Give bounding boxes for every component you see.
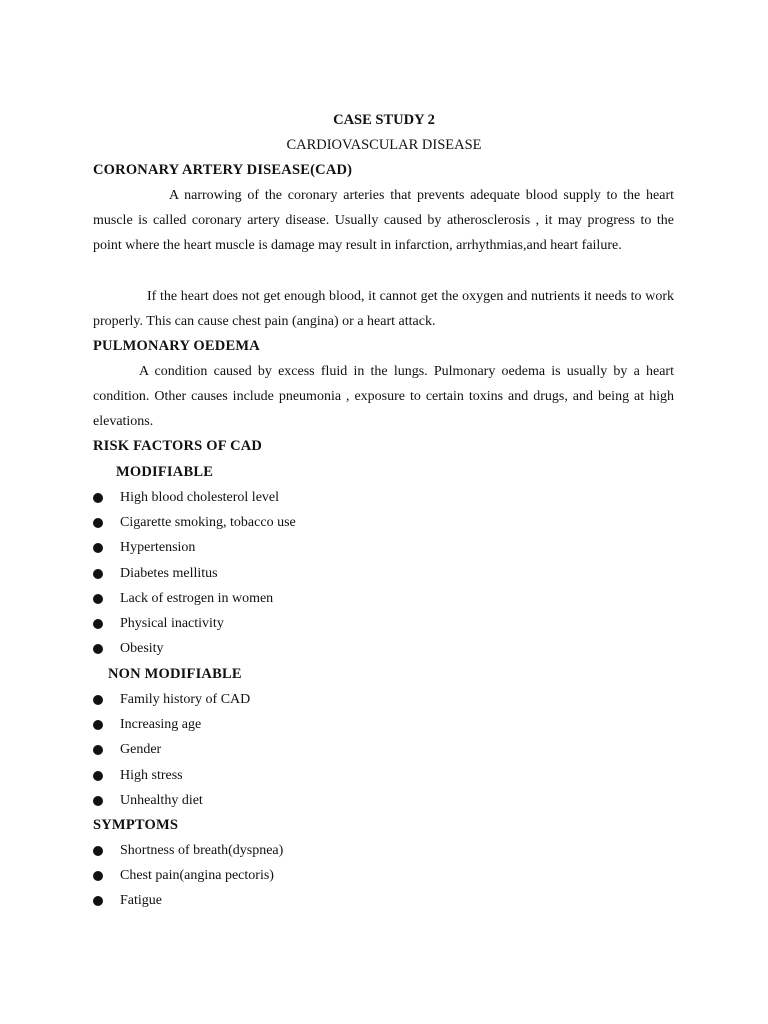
bullet-icon [93, 871, 103, 881]
bullet-icon [93, 771, 103, 781]
list-item-text: Cigarette smoking, tobacco use [120, 515, 296, 531]
document-subtitle: CARDIOVASCULAR DISEASE [286, 137, 482, 153]
list-item-text: Family history of CAD [120, 692, 251, 707]
list-item [93, 510, 296, 535]
list-item [93, 712, 250, 737]
list-item-text: Fatigue [120, 893, 162, 909]
bullet-icon [93, 796, 103, 806]
cad-paragraph-1: A narrowing of the coronary arteries that prevents adequate blood supply to the heart muscle is called coronary artery disease. Usually caused by atherosclerosis , it may progress to the point where the heart muscle is damage may result in infarction, arrhythmias,and heart failure. [93, 188, 674, 253]
list-item [93, 737, 250, 762]
list-item-text: Shortness of breath(dyspnea) [120, 843, 284, 858]
list-item [93, 535, 296, 560]
symptoms-list [93, 838, 283, 914]
bullet-icon [93, 896, 103, 906]
list-item [93, 863, 283, 888]
document-title: CASE STUDY 2 [333, 112, 435, 128]
list-item-text: Increasing age [120, 717, 202, 733]
symptoms-heading: SYMPTOMS [93, 817, 179, 833]
bullet-icon [93, 720, 103, 730]
risk-factors-heading: RISK FACTORS OF CAD [93, 438, 263, 454]
list-item [93, 838, 283, 863]
list-item-text: Physical inactivity [120, 615, 224, 631]
oedema-heading: PULMONARY OEDEMA [93, 338, 260, 354]
bullet-icon [93, 745, 103, 755]
bullet-icon [93, 518, 103, 528]
list-item-text: Obesity [120, 641, 164, 657]
modifiable-list [93, 485, 296, 661]
modifiable-heading: MODIFIABLE [116, 464, 214, 480]
list-item-text: Hypertension [120, 540, 196, 556]
list-item [93, 763, 250, 788]
non-modifiable-list [93, 687, 250, 813]
bullet-icon [93, 644, 103, 654]
non-modifiable-heading: NON MODIFIABLE [108, 666, 242, 682]
bullet-icon [93, 695, 103, 705]
list-item [93, 687, 250, 712]
cad-paragraph-2: If the heart does not get enough blood, it cannot get the oxygen and nutrients it needs to work properly. This can cause chest pain (angina) or a heart attack. [93, 289, 674, 329]
bullet-icon [93, 619, 103, 629]
list-item-text: High blood cholesterol level [120, 490, 280, 505]
list-item-text: Unhealthy diet [120, 792, 203, 808]
list-item-text: Diabetes mellitus [120, 565, 218, 581]
bullet-icon [93, 493, 103, 503]
list-item [93, 561, 296, 586]
list-item-text: High stress [120, 767, 183, 783]
list-item-text: Lack of estrogen in women [120, 590, 274, 606]
bullet-icon [93, 543, 103, 553]
bullet-icon [93, 846, 103, 856]
cad-heading: CORONARY ARTERY DISEASE(CAD) [93, 162, 353, 178]
list-item [93, 586, 296, 611]
bullet-icon [93, 594, 103, 604]
list-item [93, 636, 296, 661]
list-item-text: Gender [120, 742, 162, 758]
oedema-paragraph: A condition caused by excess fluid in the lungs. Pulmonary oedema is usually by a heart condition. Other causes include pneumonia , exposure to certain toxins and drugs, and being at high elevations. [93, 364, 674, 429]
bullet-icon [93, 569, 103, 579]
list-item-text: Chest pain(angina pectoris) [120, 868, 274, 884]
list-item [93, 888, 283, 913]
list-item [93, 485, 296, 510]
list-item [93, 611, 296, 636]
list-item [93, 788, 250, 813]
